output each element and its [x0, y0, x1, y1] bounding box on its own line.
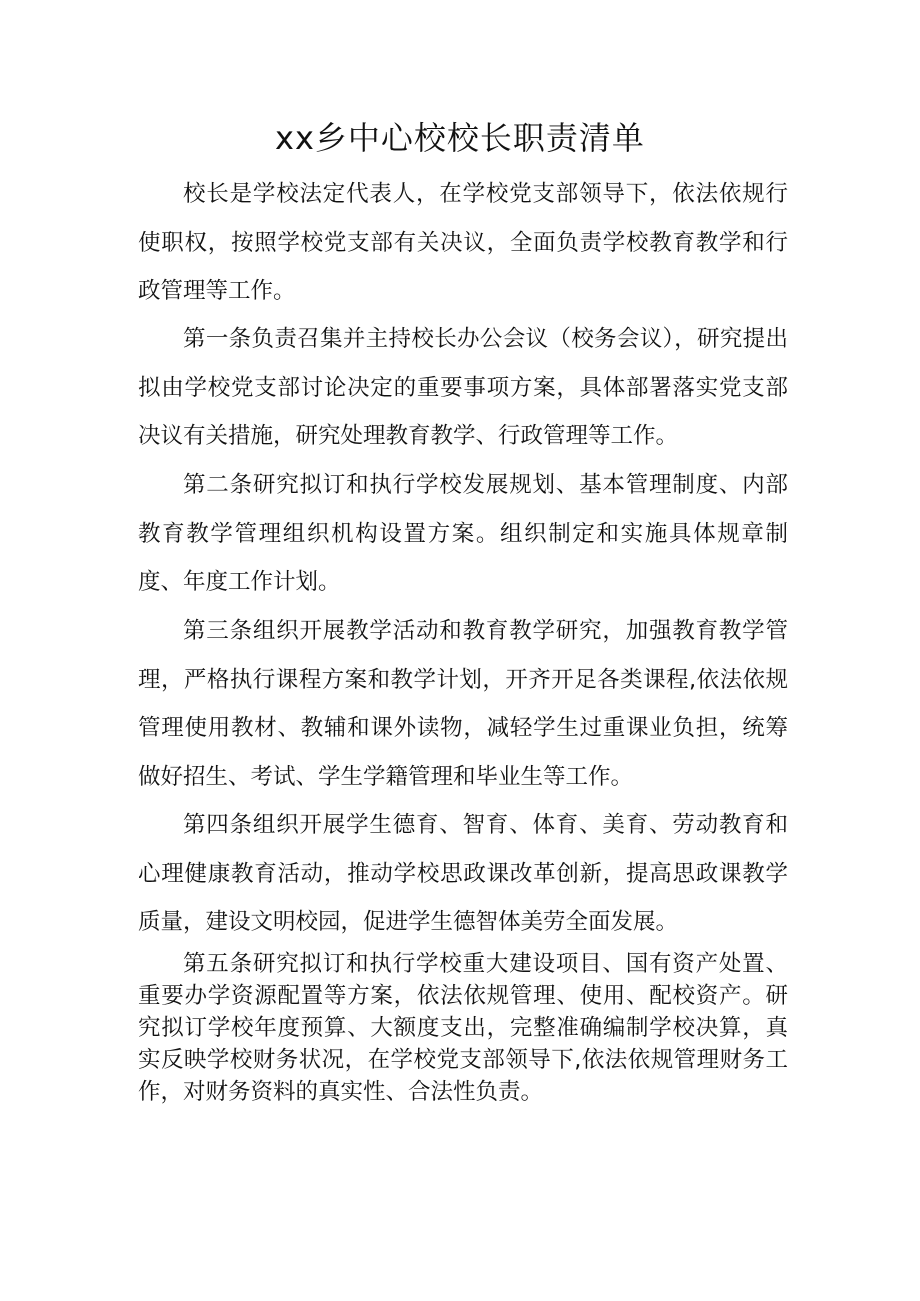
paragraph-article-3: 第三条组织开展教学活动和教育教学研究，加强教育教学管理，严格执行课程方案和教学计划，开齐开足各类课程,依法依规管理使用教材、教辅和课外读物，减轻学生过重课业负担，统筹做好招生、考试、学生学籍管理和毕业生等工作。 [138, 618, 788, 790]
paragraph-intro: 校长是学校法定代表人，在学校党支部领导下，依法依规行使职权，按照学校党支部有关决议，全面负责学校教育教学和行政管理等工作。 [138, 181, 788, 304]
document-title: xx乡中心校校长职责清单 [275, 119, 645, 157]
paragraph-article-4: 第四条组织开展学生德育、智育、体育、美育、劳动教育和心理健康教育活动，推动学校思政课改革创新，提高思政课教学质量，建设文明校园，促进学生德智体美劳全面发展。 [138, 812, 788, 935]
paragraph-article-5: 第五条研究拟订和执行学校重大建设项目、国有资产处置、重要办学资源配置等方案，依法依规管理、使用、配校资产。研究拟订学校年度预算、大额度支出，完整准确编制学校决算，真实反映学校财务状况，在学校党支部领导下,依法依规管理财务工作，对财务资料的真实性、合法性负责。 [138, 951, 788, 1105]
paragraph-article-2: 第二条研究拟订和执行学校发展规划、基本管理制度、内部教育教学管理组织机构设置方案。组织制定和实施具体规章制度、年度工作计划。 [138, 472, 788, 595]
paragraph-article-1: 第一条负责召集并主持校长办公会议（校务会议），研究提出拟由学校党支部讨论决定的重要事项方案，具体部署落实党支部决议有关措施，研究处理教育教学、行政管理等工作。 [138, 326, 788, 449]
